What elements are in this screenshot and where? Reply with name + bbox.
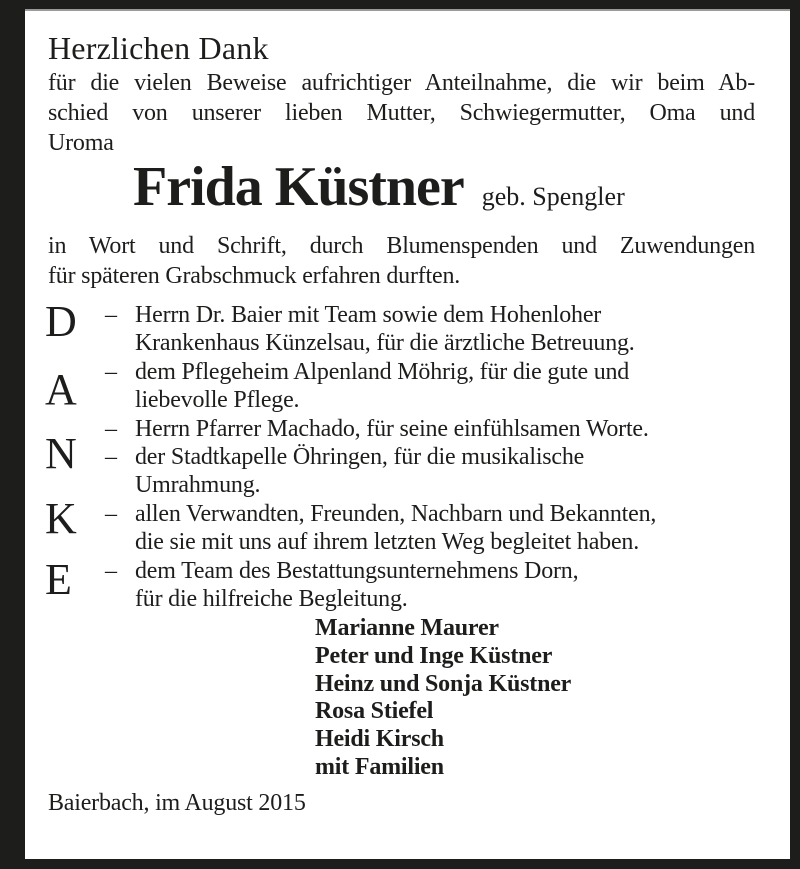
thanks-line-text: die sie mit uns auf ihrem letzten Weg begleitet haben.	[135, 529, 639, 556]
list-dash: –	[105, 415, 117, 442]
deceased-name-row	[133, 156, 625, 218]
list-dash	[105, 329, 135, 357]
thanks-line-text: liebevolle Pflege.	[135, 387, 300, 414]
danke-acrostic	[45, 297, 105, 622]
thanks-line-text: dem Pflegeheim Alpenland Möhrig, für die gute und	[135, 358, 630, 385]
danke-letter: A	[45, 365, 77, 414]
signatory-name: Heidi Kirsch	[315, 726, 444, 753]
signatories-block	[315, 615, 571, 782]
signatory-name: Rosa Stiefel	[315, 698, 434, 725]
signatory-name: Heinz und Sonja Küstner	[315, 670, 572, 697]
list-dash: –	[105, 444, 117, 471]
body-paragraph	[48, 231, 755, 291]
thanks-list-line	[105, 358, 768, 386]
thanks-line-text: dem Team des Bestattungsunternehmens Dorn,	[135, 557, 579, 584]
body-line: in Wort und Schrift, durch Blumenspenden und Zuwendungen	[48, 233, 755, 259]
thanks-list-line	[105, 500, 768, 528]
intro-line: Uroma	[48, 130, 114, 156]
thanks-list-line	[105, 528, 768, 556]
list-dash	[105, 528, 135, 556]
thanks-list-line	[105, 415, 768, 443]
thanks-line-text: Herrn Dr. Baier mit Team sowie dem Hohenloher	[135, 302, 602, 328]
thanks-list-line	[105, 329, 768, 357]
maiden-name: geb. Spengler	[481, 182, 625, 211]
thanks-line-text: für die hilfreiche Begleitung.	[135, 586, 408, 613]
signatory-name: mit Familien	[315, 753, 444, 780]
thanks-list-line	[105, 557, 768, 585]
danke-letter: E	[45, 555, 72, 604]
thanks-line-text: der Stadtkapelle Öhringen, für die musikalische	[135, 444, 585, 471]
danke-letter: K	[45, 494, 77, 543]
intro-line: für die vielen Beweise aufrichtiger Anteilnahme, die wir beim Ab-	[48, 70, 755, 96]
list-dash: –	[105, 302, 117, 328]
thanks-line-text: Krankenhaus Künzelsau, für die ärztliche Betreuung.	[135, 330, 635, 357]
list-dash	[105, 471, 135, 499]
thanks-list-line	[105, 301, 768, 329]
list-dash: –	[105, 358, 117, 385]
list-dash	[105, 585, 135, 613]
thanks-list-line	[105, 471, 768, 499]
deceased-name: Frida Küstner	[133, 156, 464, 218]
thanks-line-text: Umrahmung.	[135, 472, 261, 499]
notice-title: Herzlichen Dank	[48, 30, 269, 66]
danke-letter: D	[45, 297, 77, 346]
danke-letter: N	[45, 429, 77, 478]
intro-line: schied von unserer lieben Mutter, Schwiegermutter, Oma und	[48, 100, 755, 126]
list-dash	[105, 386, 135, 414]
intro-paragraph	[48, 68, 755, 158]
body-line: für späteren Grabschmuck erfahren durften.	[48, 263, 461, 289]
signatory-name: Peter und Inge Küstner	[315, 642, 553, 669]
thanks-list-line	[105, 443, 768, 471]
thanks-line-text: Herrn Pfarrer Machado, für seine einfühlsamen Worte.	[135, 415, 649, 442]
danke-section	[0, 297, 800, 622]
signatory-name: Marianne Maurer	[315, 615, 499, 641]
place-date: Baierbach, im August 2015	[48, 790, 306, 816]
list-dash: –	[105, 500, 117, 527]
thanks-list-line	[105, 386, 768, 414]
thanks-list	[105, 301, 768, 613]
thanks-list-line	[105, 585, 768, 613]
list-dash: –	[105, 557, 117, 584]
thanks-line-text: allen Verwandten, Freunden, Nachbarn und Bekannten,	[135, 500, 657, 527]
